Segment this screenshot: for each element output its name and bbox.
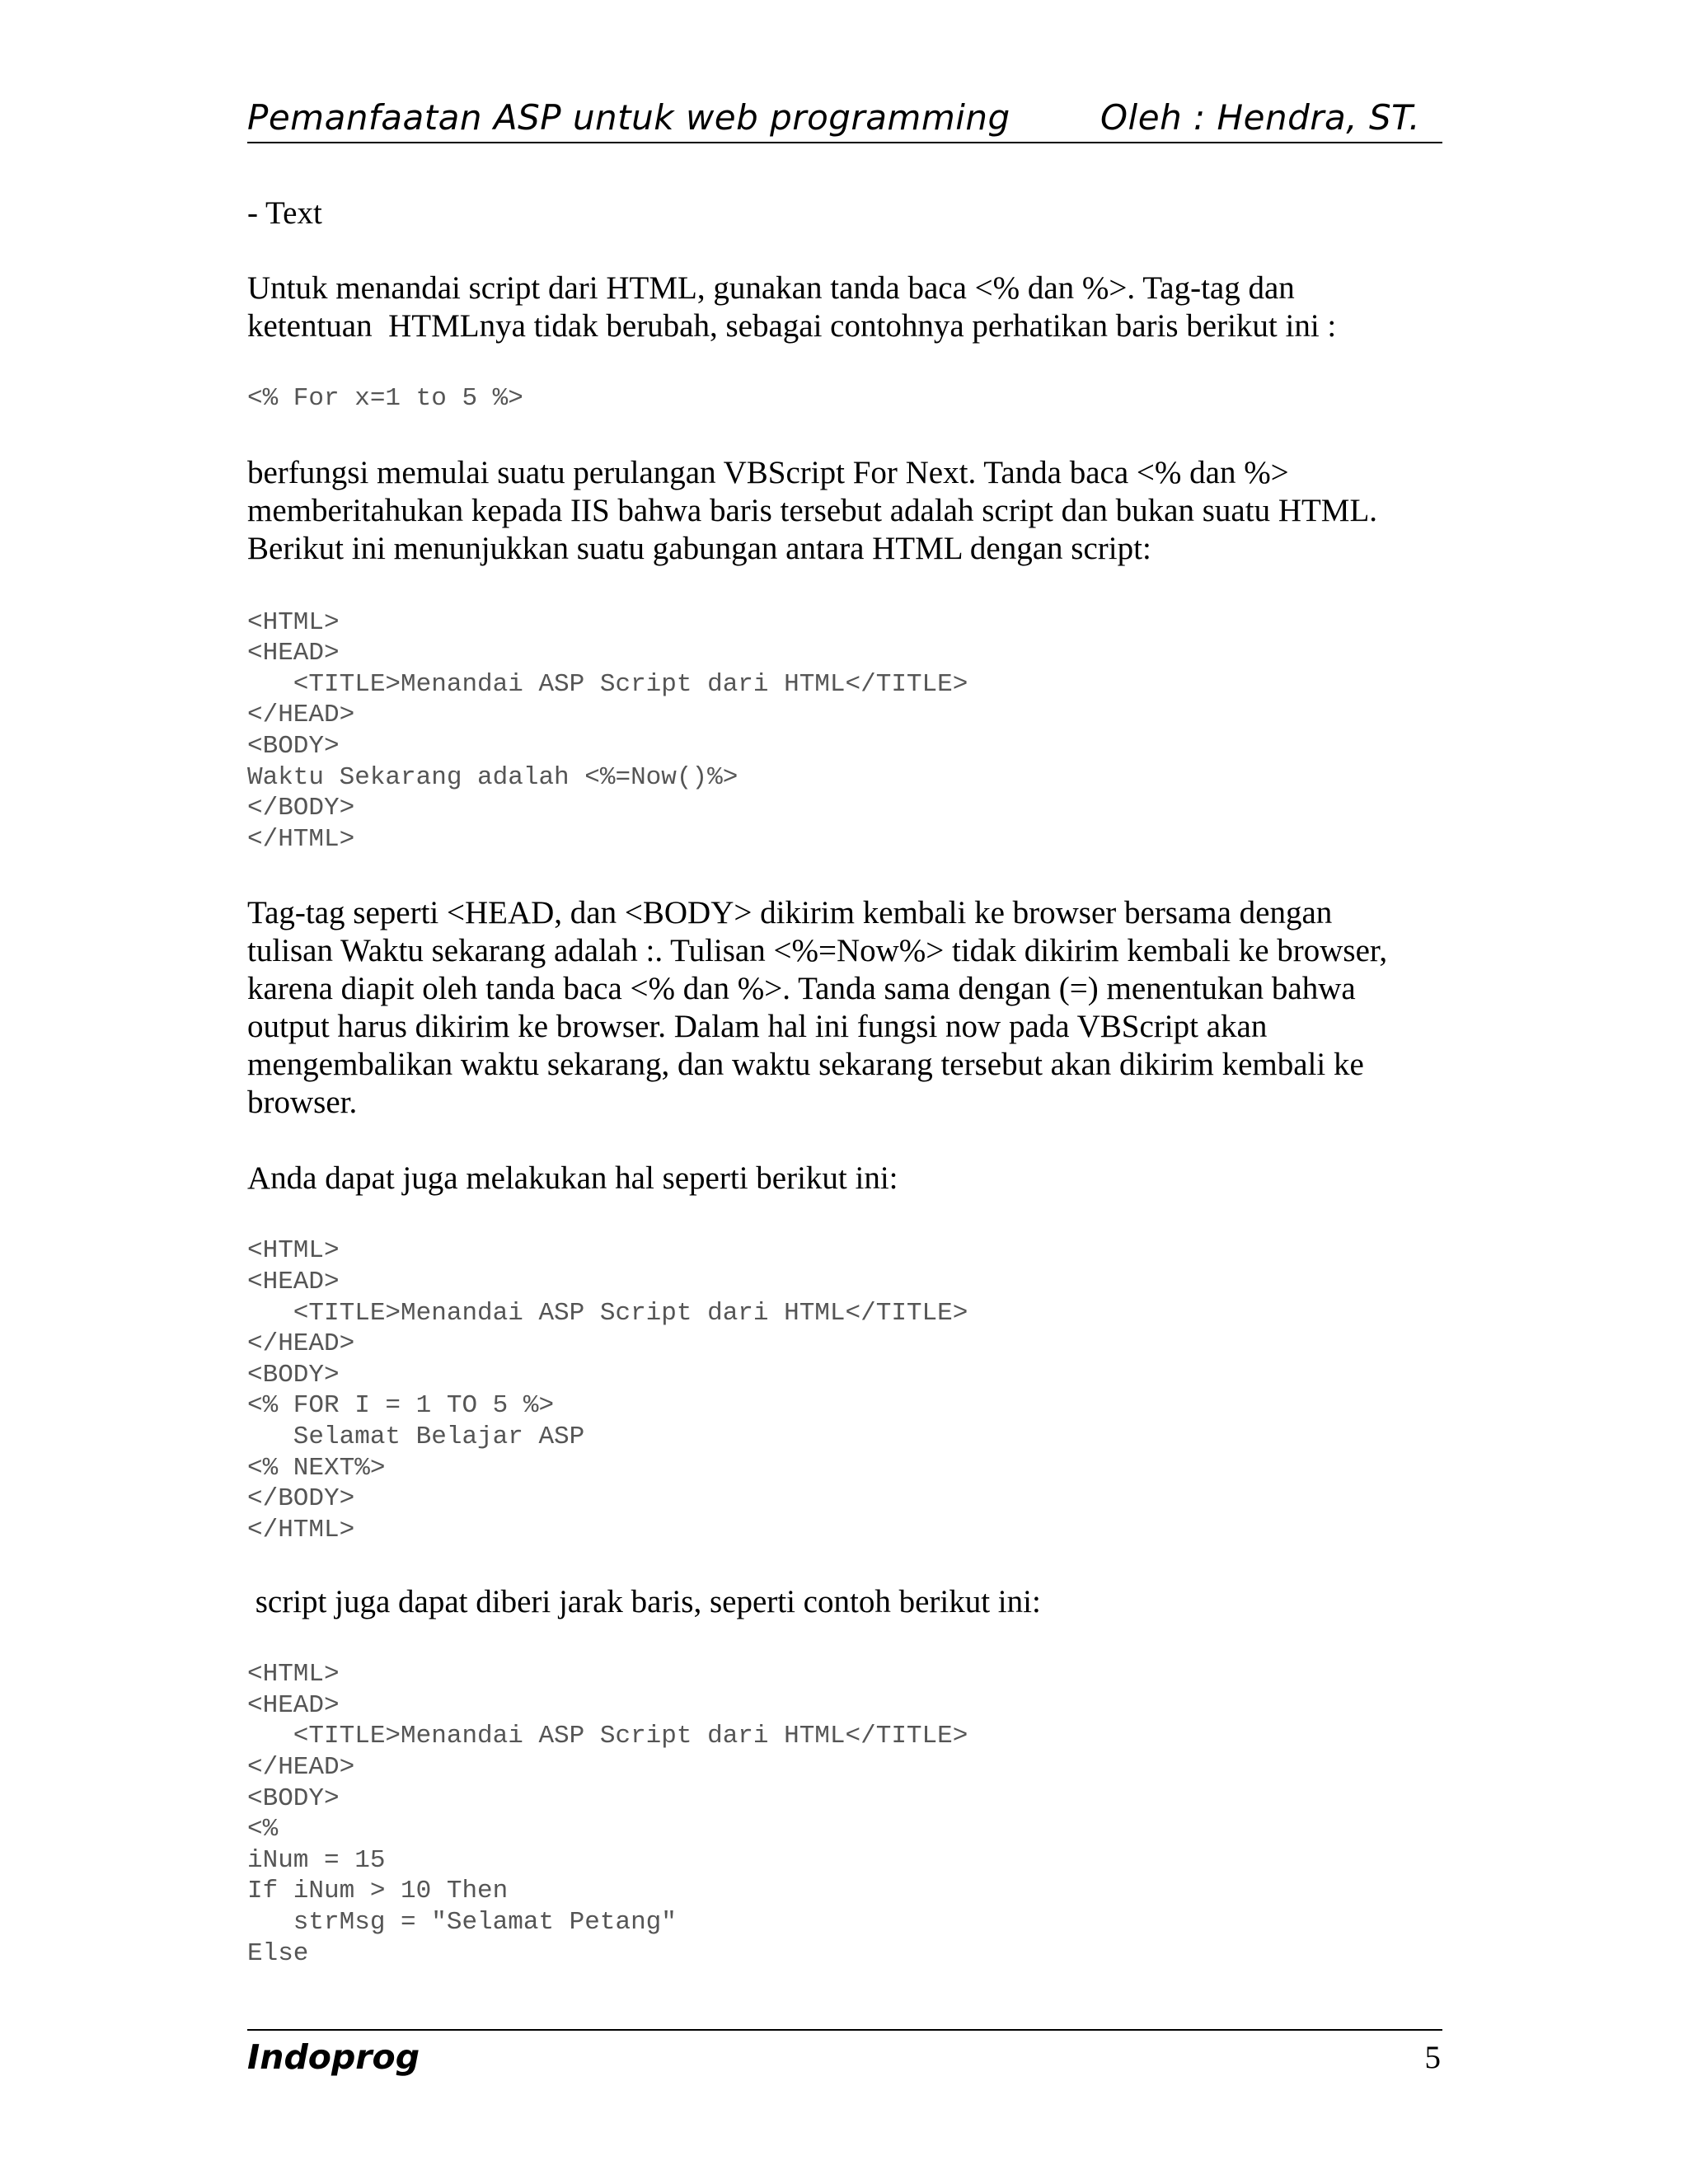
paragraph-spacing: script juga dapat diberi jarak baris, seperti contoh berikut ini:: [247, 1584, 1041, 1620]
page-number: 5: [1424, 2040, 1441, 2075]
page-footer: [247, 2029, 1442, 2088]
header-title: Pemanfaatan ASP untuk web programming: [247, 97, 1010, 138]
page-header: [247, 92, 1442, 143]
paragraph-intro: Untuk menandai script dari HTML, gunakan tanda baca <% dan %>. Tag-tag dan ketentuan HTMLnya tidak berubah, sebagai contohnya perhatikan baris berikut ini :: [247, 270, 1337, 344]
paragraph-explanation: berfungsi memulai suatu perulangan VBScript For Next. Tanda baca <% dan %> memberitahukan kepada IIS bahwa baris tersebut adalah script dan bukan suatu HTML. Berikut ini menunjukkan suatu gabungan antara HTML dengan script:: [247, 454, 1378, 566]
paragraph-output: Tag-tag seperti <HEAD, dan <BODY> dikirim kembali ke browser bersama dengan tulisan Waktu sekarang adalah :. Tulisan <%=Now%> tidak dikirim kembali ke browser, karena diapit oleh tanda baca <% dan %>. Tanda sama dengan (=) menentukan bahwa output harus dikirim ke browser. Dalam hal ini fungsi now pada VBScript akan mengembalikan waktu sekarang, dan waktu sekarang tersebut akan dikirim kembali ke browser.: [247, 895, 1388, 1121]
code-block-now: <HTML> <HEAD> <TITLE>Menandai ASP Script dari HTML</TITLE> </HEAD> <BODY> Waktu Sekarang adalah <%=Now()%> </BODY> </HTML>: [247, 607, 968, 854]
header-author: Oleh : Hendra, ST.: [1100, 97, 1421, 138]
code-block-loop: <HTML> <HEAD> <TITLE>Menandai ASP Script dari HTML</TITLE> </HEAD> <BODY> <% FOR I = 1 TO 5 %> Selamat Belajar ASP <% NEXT%> </BODY> </HTML>: [247, 1236, 968, 1544]
page-content: [247, 194, 1442, 1969]
footer-brand: Indoprog: [247, 2037, 420, 2077]
code-block-for: <% For x=1 to 5 %>: [247, 384, 523, 413]
paragraph-also: Anda dapat juga melakukan hal seperti berikut ini:: [247, 1160, 898, 1197]
code-block-condition: <HTML> <HEAD> <TITLE>Menandai ASP Script dari HTML</TITLE> </HEAD> <BODY> <% iNum = 15 If iNum > 10 Then strMsg = "Selamat Petang" Else: [247, 1660, 968, 1968]
bullet-text: - Text: [247, 195, 322, 231]
